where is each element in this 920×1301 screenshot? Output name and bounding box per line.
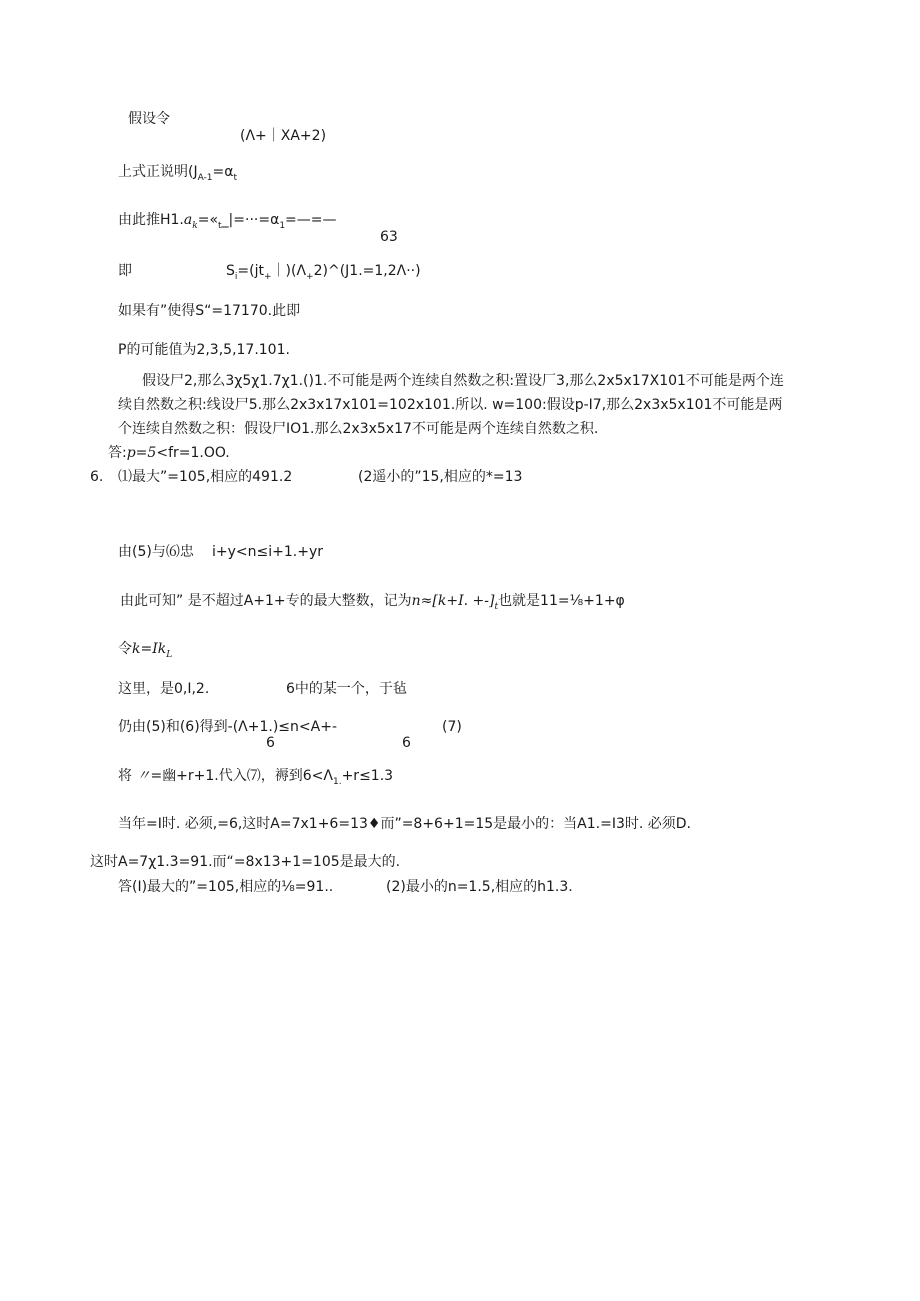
line-assume bbox=[128, 110, 170, 128]
text: 答(I)最大的”=105,相应的⅛=91.. bbox=[118, 879, 334, 895]
text: ｜)(Λ bbox=[271, 263, 307, 279]
text: 令 bbox=[118, 641, 132, 657]
text: P的可能值为2,3,5,17.101. bbox=[118, 342, 290, 358]
line-from-5-6 bbox=[118, 543, 194, 561]
equation-number-7 bbox=[442, 718, 462, 736]
problem-number bbox=[90, 468, 103, 486]
line-still bbox=[118, 718, 337, 736]
text: =α bbox=[212, 164, 234, 180]
formula-s bbox=[226, 262, 421, 286]
text: 即 bbox=[118, 263, 132, 279]
text: 个连续自然数之积：假设尸IO1.那么2x3x5x17不可能是两个连续自然数之积. bbox=[118, 421, 599, 437]
line-possible bbox=[118, 341, 290, 359]
text: 63 bbox=[380, 229, 398, 245]
line-let bbox=[118, 640, 172, 664]
text: (2遥小的”15,相应的*=13 bbox=[358, 469, 523, 485]
text: n≈[k+I. +-] bbox=[411, 593, 495, 609]
subscript: + bbox=[306, 271, 314, 282]
line-when bbox=[118, 815, 691, 833]
subscript: + bbox=[263, 271, 272, 282]
text: (Λ+｜XA+2) bbox=[240, 128, 327, 144]
text: (7) bbox=[442, 719, 462, 735]
text: k=Ik bbox=[132, 641, 167, 657]
paragraph-line-3 bbox=[118, 420, 598, 438]
text: _|=···=α bbox=[221, 212, 280, 228]
text: 如果有”使得S“=17170.此即 bbox=[118, 303, 301, 319]
text: 幽+r+1.代入⑺，褥到6<Λ bbox=[162, 768, 333, 784]
line-denominator-63 bbox=[380, 228, 398, 246]
text: 6中的某一个，于毡 bbox=[286, 681, 407, 697]
line-deduce bbox=[118, 211, 337, 235]
text: 当年=I时. 必须,=6,这时A=7x1+6=13♦而”=8+6+1=15是最小的：当A1.=I3时. 必须D. bbox=[118, 816, 691, 832]
line-then bbox=[90, 853, 400, 871]
line-shows bbox=[118, 163, 237, 187]
formula-inequality bbox=[212, 543, 323, 561]
text: ⑴最大”=105,相应的491.2 bbox=[118, 469, 293, 485]
text: 这里，是0,I,2. bbox=[118, 681, 210, 697]
text: 由此推H1. bbox=[118, 212, 184, 228]
text: fr=1.OO. bbox=[168, 445, 230, 461]
line-therefore bbox=[120, 592, 625, 616]
text: 假设令 bbox=[128, 111, 170, 127]
problem-part-2 bbox=[358, 468, 522, 486]
text: i+y<n≤i+1.+yr bbox=[212, 544, 323, 560]
text: =(jt bbox=[237, 263, 264, 279]
line-if bbox=[118, 302, 300, 320]
text: (2)最小的n=1.5,相应的h1.3. bbox=[386, 879, 573, 895]
subscript: t bbox=[218, 220, 222, 231]
text: 由此可知” 是不超过A+1+专的最大整数，记为 bbox=[120, 593, 412, 609]
text: 6. bbox=[90, 469, 104, 485]
subscript: t bbox=[233, 172, 238, 183]
text: a bbox=[183, 212, 193, 228]
text: p=5< bbox=[126, 445, 169, 461]
text: S bbox=[226, 263, 235, 279]
subscript: A-1 bbox=[197, 172, 213, 183]
problem-part-1 bbox=[118, 468, 292, 486]
text: =—=— bbox=[285, 212, 337, 228]
text: 由(5)与⑹忠 bbox=[118, 544, 194, 560]
subscript: i bbox=[234, 271, 238, 282]
subscript: t bbox=[494, 601, 499, 612]
denominator-6-left bbox=[266, 734, 275, 752]
paragraph-line-2 bbox=[118, 396, 782, 414]
text: 这时A=7χ1.3=91.而“=8x13+1=105是最大的. bbox=[90, 854, 401, 870]
paragraph-line-1 bbox=[142, 372, 784, 390]
denominator-6-right bbox=[402, 734, 411, 752]
text: 假设尸2,那么3χ5χ1.7χ1.()1.不可能是两个连续自然数之积:置设厂3,那么2x5x17X101不可能是两个连 bbox=[142, 373, 784, 389]
final-answer-2 bbox=[386, 878, 573, 896]
subscript: 1 bbox=[279, 220, 286, 231]
text: =« bbox=[197, 212, 219, 228]
text: 6 bbox=[402, 735, 411, 751]
text: 答: bbox=[108, 445, 127, 461]
text: 将 bbox=[118, 768, 132, 784]
text: 6 bbox=[266, 735, 275, 751]
subscript: k bbox=[192, 220, 198, 231]
line-substitute bbox=[118, 767, 393, 791]
text: 仍由(5)和(6)得到-(Λ+1.)≤n<A+- bbox=[118, 719, 337, 735]
final-answer-1 bbox=[118, 878, 333, 896]
text: 上式正说明(J bbox=[118, 164, 198, 180]
line-ji bbox=[118, 262, 132, 280]
text: +r≤1.3 bbox=[341, 768, 394, 784]
text: 〃= bbox=[136, 768, 163, 784]
line-here bbox=[118, 680, 209, 698]
subscript: 1. bbox=[332, 776, 342, 787]
formula-assume bbox=[240, 127, 326, 145]
text: 也就是11=⅛+1+φ bbox=[498, 593, 625, 609]
line-here-cont bbox=[286, 680, 407, 698]
answer-line bbox=[108, 444, 230, 462]
text: 2)^(J1.=1,2Λ··) bbox=[313, 263, 421, 279]
subscript: L bbox=[166, 649, 173, 660]
text: 续自然数之积:线设尸5.那么2x3x17x101=102x101.所以. w=100:假设p-I7,那么2x3x5x101不可能是两 bbox=[118, 397, 783, 413]
